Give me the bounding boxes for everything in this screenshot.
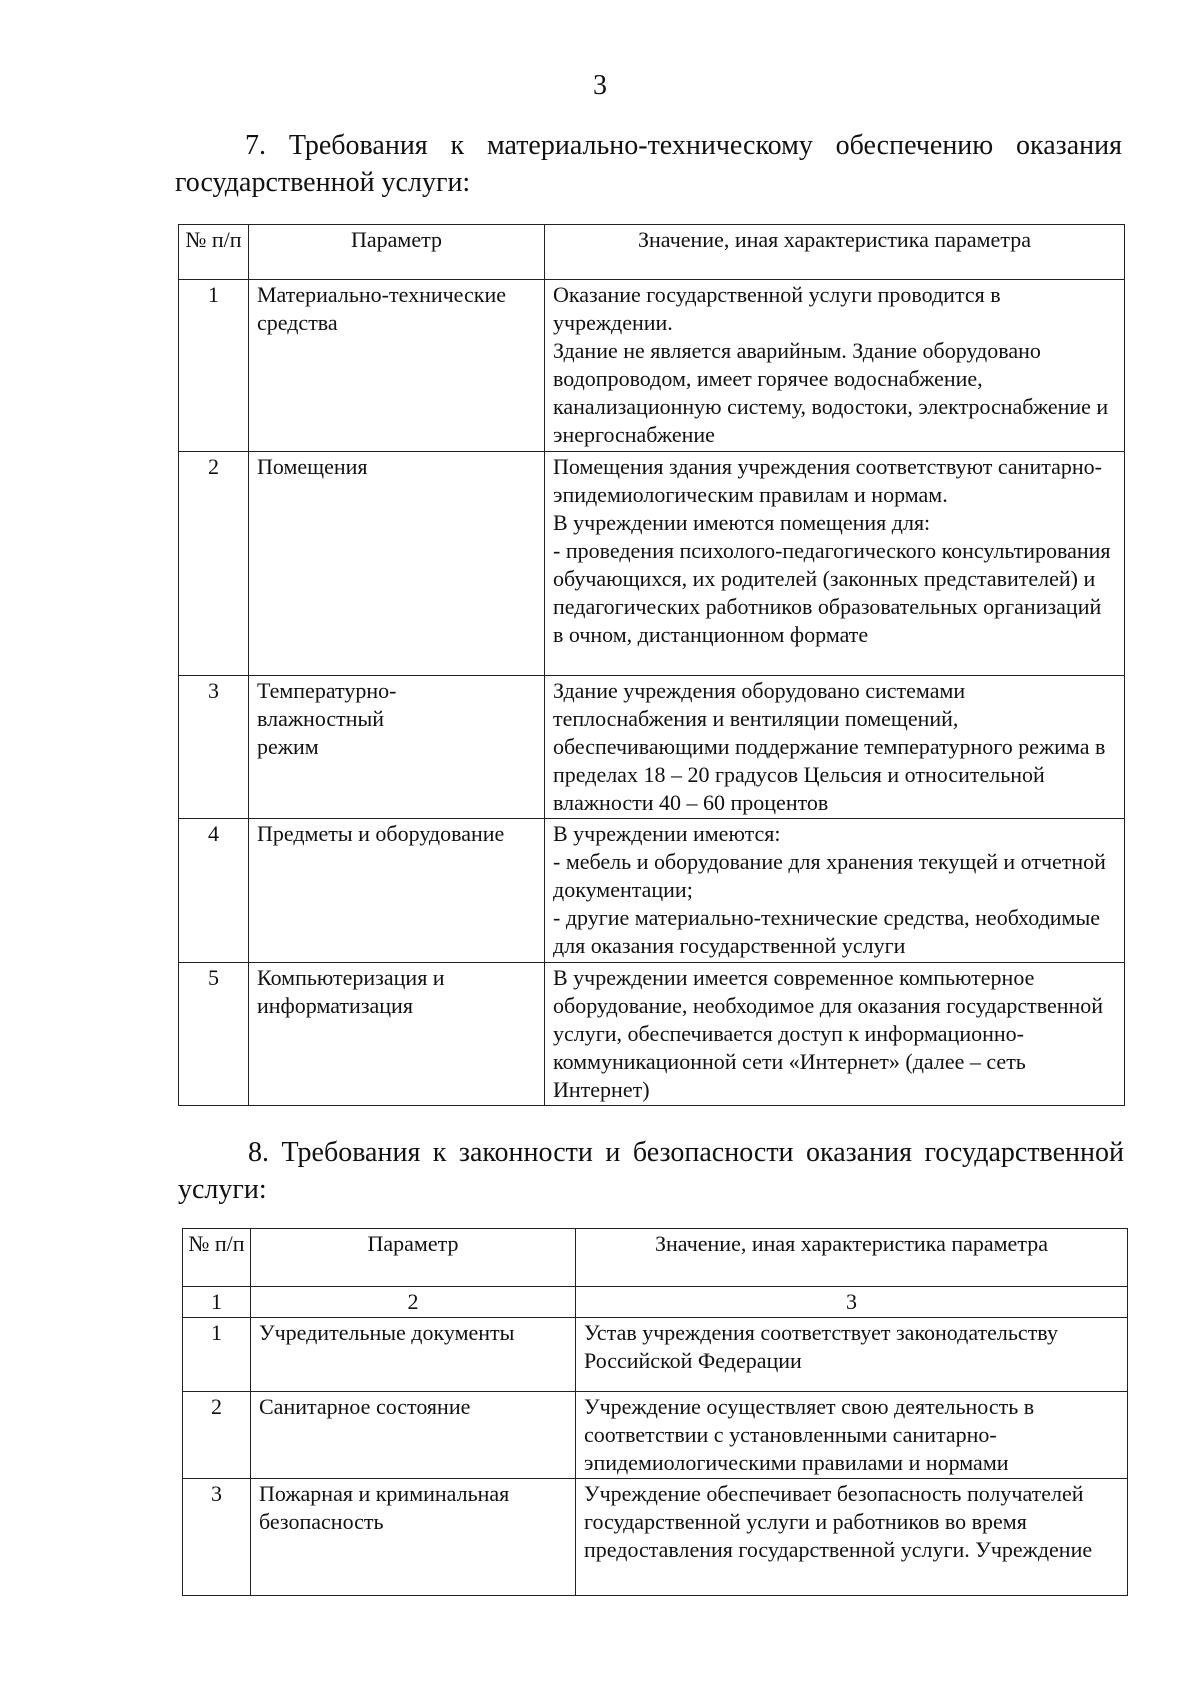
row-number: 2 [183, 1392, 251, 1479]
page-number: 3 [593, 70, 607, 101]
row-parameter: Пожарная и криминальная безопасность [251, 1479, 576, 1596]
table-row [179, 963, 1125, 1106]
section-7-heading-text: 7. Требования к материально-техническому обеспечению оказания государственной услуги: [175, 130, 1122, 198]
table-header-row [183, 1229, 1128, 1287]
header-number: № п/п [179, 225, 249, 280]
table-row [179, 819, 1125, 963]
material-technical-requirements-table [178, 224, 1125, 1106]
section-7-heading [175, 127, 1122, 201]
row-value: Оказание государственной услуги проводится в учреждении. Здание не является аварийным. Здание оборудовано водопроводом, имеет горячее водоснабжение, канализационную систему, водостоки, электроснабжение и энергоснабжение [545, 280, 1125, 452]
row-number: 1 [179, 280, 249, 452]
row-value: В учреждении имеются: - мебель и оборудование для хранения текущей и отчетной документации; - другие материально-технические средства, необходимые для оказания государственной услуги [545, 819, 1125, 963]
row-value: В учреждении имеется современное компьютерное оборудование, необходимое для оказания государственной услуги, обеспечивается доступ к информационно-коммуникационной сети «Интернет» (далее – сеть Интернет) [545, 963, 1125, 1106]
column-numbers-row [183, 1287, 1128, 1318]
table-row [179, 452, 1125, 676]
row-parameter: Предметы и оборудование [249, 819, 545, 963]
section-8-heading [178, 1134, 1124, 1208]
column-number: 1 [183, 1287, 251, 1318]
row-value: Здание учреждения оборудовано системами теплоснабжения и вентиляции помещений, обеспечивающими поддержание температурного режима в пределах 18 – 20 градусов Цельсия и относительной влажности 40 – 60 процентов [545, 676, 1125, 819]
column-number: 2 [251, 1287, 576, 1318]
header-number: № п/п [183, 1229, 251, 1287]
header-value: Значение, иная характеристика параметра [576, 1229, 1128, 1287]
table-row [179, 280, 1125, 452]
table-row [183, 1479, 1128, 1596]
row-parameter: Санитарное состояние [251, 1392, 576, 1479]
row-parameter: Компьютеризация и информатизация [249, 963, 545, 1106]
row-number: 3 [183, 1479, 251, 1596]
header-value: Значение, иная характеристика параметра [545, 225, 1125, 280]
legality-safety-requirements-table [182, 1228, 1128, 1596]
row-value: Помещения здания учреждения соответствуют санитарно-эпидемиологическим правилам и нормам. В учреждении имеются помещения для: - проведения психолого-педагогического консультирования обучающихся, их родителей (законных представителей) и педагогических работников образовательных организаций в очном, дистанционном формате [545, 452, 1125, 676]
row-parameter: Температурно- влажностный режим [249, 676, 545, 819]
row-parameter: Учредительные документы [251, 1318, 576, 1392]
row-value: Учреждение осуществляет свою деятельность в соответствии с установленными санитарно-эпидемиологическими правилами и нормами [576, 1392, 1128, 1479]
row-number: 5 [179, 963, 249, 1106]
row-number: 4 [179, 819, 249, 963]
header-parameter: Параметр [251, 1229, 576, 1287]
row-number: 2 [179, 452, 249, 676]
table-row [183, 1392, 1128, 1479]
table-header-row [179, 225, 1125, 280]
section-8-heading-text: 8. Требования к законности и безопасности оказания государственной услуги: [178, 1137, 1124, 1205]
table-row [179, 676, 1125, 819]
column-number: 3 [576, 1287, 1128, 1318]
row-number: 1 [183, 1318, 251, 1392]
row-value: Устав учреждения соответствует законодательству Российской Федерации [576, 1318, 1128, 1392]
row-parameter: Материально-технические средства [249, 280, 545, 452]
table-row [183, 1318, 1128, 1392]
header-parameter: Параметр [249, 225, 545, 280]
row-value: Учреждение обеспечивает безопасность получателей государственной услуги и работников во время предоставления государственной услуги. Учреждение [576, 1479, 1128, 1596]
row-parameter: Помещения [249, 452, 545, 676]
row-number: 3 [179, 676, 249, 819]
